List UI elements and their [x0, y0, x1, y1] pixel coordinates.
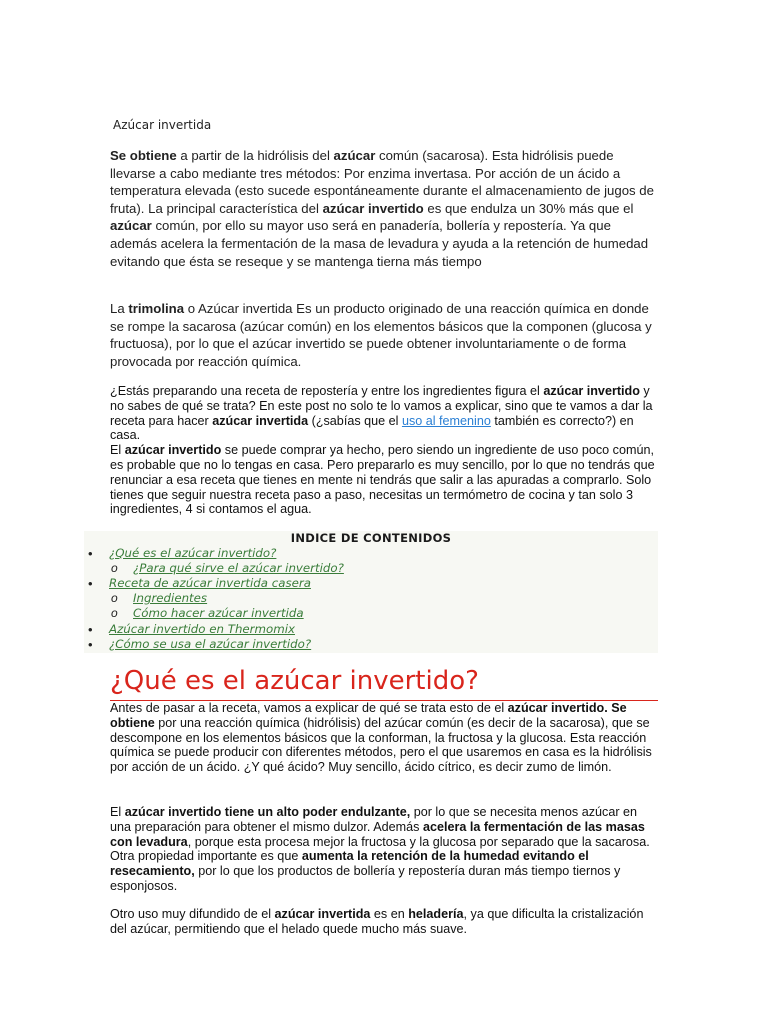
- text: (¿sabías que el: [308, 413, 402, 428]
- bold-text: aumenta la retención de la humedad evitando el resecamiento,: [110, 849, 589, 879]
- text: y no sabes de qué se trata? En este post no solo te lo vamos a explicar, sino que te vamos a dar la receta para hacer: [110, 384, 653, 428]
- bold-text: trimolina: [128, 301, 185, 316]
- bold-text: acelera la fermentación de las masas con levadura: [110, 819, 645, 849]
- sub-bullet-icon: o: [111, 561, 118, 575]
- document-title: Azúcar invertida: [113, 118, 212, 132]
- toc-link-receta[interactable]: Receta de azúcar invertida casera: [109, 576, 311, 590]
- text: El: [110, 805, 125, 819]
- text: común, por ello su mayor uso será en panadería, bollería y repostería. Ya que además acelera la fermentación de la masa de levadura y ayuda a la retención de humedad evitando que ésta se reseque y se mantenga tierna más tiempo: [110, 218, 649, 269]
- paragraph-recipe-intro: [110, 384, 660, 517]
- text: por lo que se necesita menos azúcar en una preparación para obtener el mismo dulzor. Además: [110, 805, 638, 834]
- bullet-icon: •: [88, 622, 93, 637]
- text: también es correcto?) en casa.: [110, 413, 634, 443]
- text: El: [110, 443, 125, 458]
- text: o Azúcar invertida Es un producto originado de una reacción química en donde se rompe la sacarosa (azúcar común) en los elementos básicos que la componen (glucosa y fructuosa), por lo que el azúcar invertido se puede obtener involuntariamente o de forma provocada por reacción química.: [110, 301, 652, 369]
- toc-link-para-que-sirve[interactable]: ¿Para qué sirve el azúcar invertido?: [133, 561, 344, 575]
- sub-bullet-icon: o: [111, 606, 118, 620]
- feminine-usage-link[interactable]: uso al femenino: [401, 413, 491, 428]
- bold-text: Se obtiene: [110, 701, 627, 730]
- text: es en: [370, 907, 409, 921]
- bullet-icon: •: [88, 546, 93, 561]
- text: , porque esta procesa mejor la fructosa y la glucosa por separado que la sacarosa. Otra propiedad importante es que: [110, 834, 650, 864]
- bullet-icon: •: [88, 637, 93, 652]
- bold-text: heladería: [408, 907, 464, 921]
- text: Otro uso muy difundido de el: [110, 907, 275, 921]
- section-heading: ¿Qué es el azúcar invertido?: [110, 662, 658, 701]
- toc-link-como-se-usa[interactable]: ¿Cómo se usa el azúcar invertido?: [109, 637, 312, 651]
- text: a partir de la hidrólisis del: [176, 148, 334, 163]
- bold-text: azúcar invertida: [212, 413, 309, 428]
- toc-heading: INDICE DE CONTENIDOS: [290, 531, 452, 545]
- bold-text: azúcar invertido: [543, 384, 640, 398]
- text: común (sacarosa). Esta hidrólisis puede llevarse a cabo mediante tres métodos: Por enzima invertasa. Por acción de un ácido a temperatura elevada (esto sucede espontáneamente durante el almacenamiento de jugos de fruta). La principal característica del: [110, 148, 654, 216]
- bold-text: Se obtiene: [110, 148, 177, 163]
- text: ¿Estás preparando una receta de repostería y entre los ingredientes figura el: [110, 384, 544, 398]
- toc-link-ingredientes[interactable]: Ingredientes: [133, 591, 208, 605]
- toc-link-que-es[interactable]: ¿Qué es el azúcar invertido?: [109, 546, 277, 560]
- bold-text: azúcar: [333, 148, 376, 163]
- text: Antes de pasar a la receta, vamos a explicar de qué se trata esto de el: [110, 701, 508, 715]
- text: se puede comprar ya hecho, pero siendo un ingrediente de uso poco común, es probable que no lo tengas en casa. Pero prepararlo es muy sencillo, por lo que no tendrás que renunciar a esa receta que tienes en mente ni tendrás que salir a las apuradas a comprarlo. Solo tienes que seguir nuestra receta paso a paso, necesitas un termómetro de cocina y tan solo 3 ingredientes, 4 si contamos el agua.: [110, 443, 655, 517]
- paragraph-ice-cream: [110, 907, 660, 937]
- text: por una reacción química (hidrólisis) del azúcar común (es decir de la sacarosa), que se descompone en los elementos básicos que la conforman, la fructosa y la glucosa. Esta reacción química se puede producir con diferentes métodos, pero el que usaremos en casa es la hidrólisis por acción de un ácido. ¿Y qué ácido? Muy sencillo, ácido cítrico, es decir zumo de limón.: [110, 715, 652, 775]
- bold-text: azúcar: [110, 218, 152, 234]
- toc-link-como-hacer[interactable]: Cómo hacer azúcar invertida: [133, 606, 304, 620]
- text: , ya que dificulta la cristalización del azúcar, permitiendo que el helado quede mucho más suave.: [110, 907, 644, 936]
- toc-link-thermomix[interactable]: Azúcar invertido en Thermomix: [109, 622, 295, 636]
- paragraph-trimolina: [110, 300, 658, 370]
- bullet-icon: •: [88, 576, 93, 591]
- sub-bullet-icon: o: [111, 591, 118, 605]
- bold-text: azúcar invertido.: [507, 701, 608, 715]
- bold-text: azúcar invertido: [322, 200, 424, 216]
- paragraph-definition: [110, 701, 660, 775]
- bold-text: azúcar invertido: [124, 443, 222, 458]
- paragraph-intro: [110, 147, 658, 270]
- paragraph-properties: [110, 805, 660, 894]
- bold-text: azúcar invertida: [274, 907, 371, 921]
- text: por lo que los productos de bollería y repostería duran más tiempo tiernos y esponjosos.: [110, 864, 621, 893]
- text: es que endulza un 30% más que el: [423, 200, 634, 216]
- bold-text: azúcar invertido tiene un alto poder endulzante,: [124, 805, 411, 819]
- table-of-contents: [84, 531, 658, 653]
- text: La: [110, 301, 129, 316]
